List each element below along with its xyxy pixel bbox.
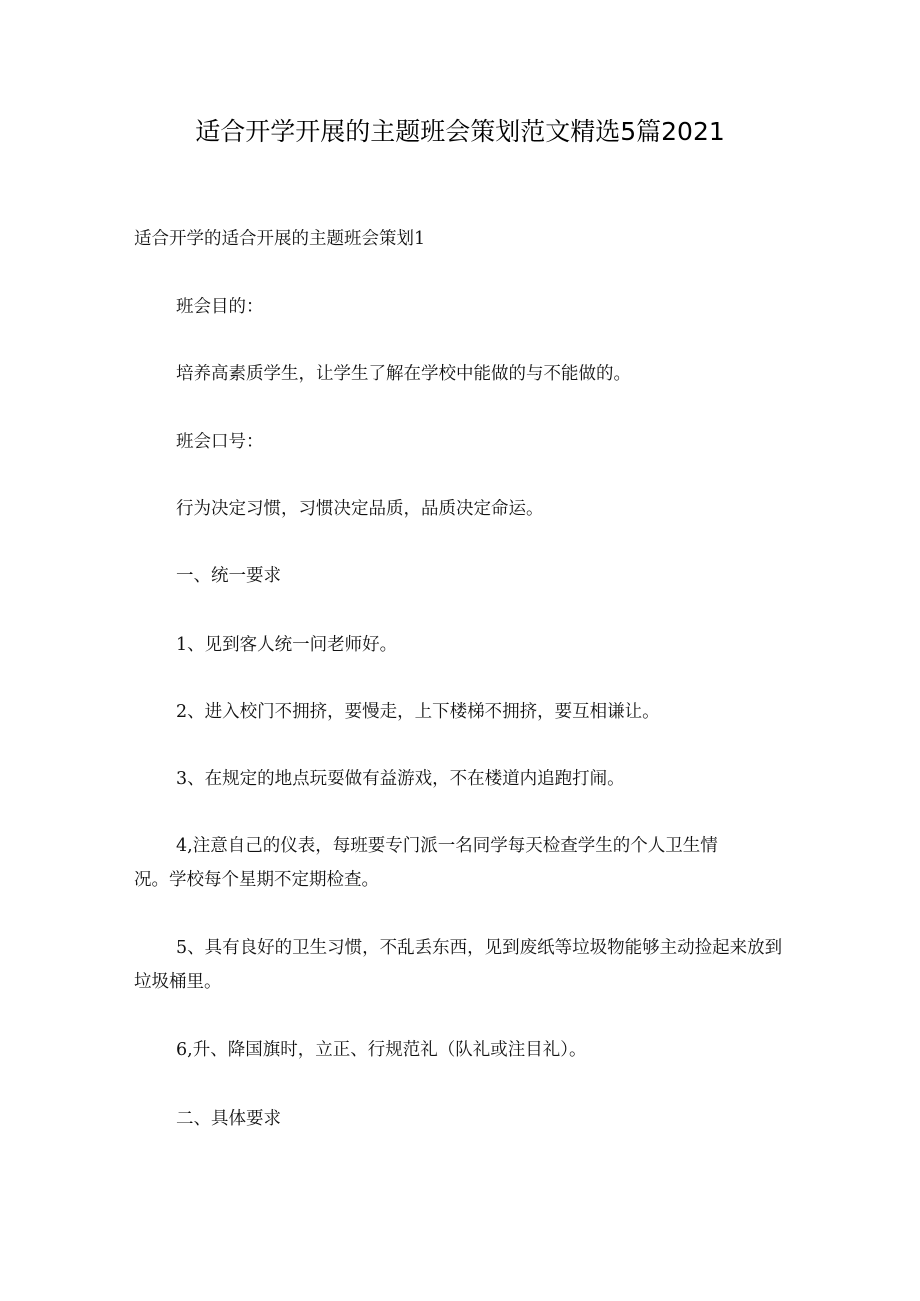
part-two-heading: 二、具体要求 — [176, 1109, 281, 1129]
purpose-text: 培养高素质学生，让学生了解在学校中能做的与不能做的。 — [176, 364, 631, 384]
list-item: 6,升、降国旗时，立正、行规范礼（队礼或注目礼）。 — [176, 1040, 587, 1060]
section-heading: 适合开学的适合开展的主题班会策划1 — [134, 229, 426, 249]
document-title: 适合开学开展的主题班会策划范文精选5篇2021 — [195, 117, 725, 146]
slogan-label: 班会口号： — [176, 432, 264, 452]
purpose-label: 班会目的： — [176, 297, 264, 317]
list-item: 2、进入校门不拥挤，要慢走，上下楼梯不拥挤，要互相谦让。 — [176, 702, 660, 722]
list-item: 1、见到客人统一问老师好。 — [176, 635, 398, 655]
list-item: 5、具有良好的卫生习惯，不乱丢东西，见到废纸等垃圾物能够主动捡起来放到垃圾桶里。 — [134, 938, 783, 992]
list-item: 4,注意自己的仪表，每班要专门派一名同学每天检查学生的个人卫生情况。学校每个星期不定期检查。 — [134, 836, 718, 890]
slogan-text: 行为决定习惯，习惯决定品质，品质决定命运。 — [176, 499, 544, 519]
list-item: 3、在规定的地点玩耍做有益游戏，不在楼道内追跑打闹。 — [176, 769, 625, 789]
part-one-heading: 一、统一要求 — [176, 566, 281, 586]
